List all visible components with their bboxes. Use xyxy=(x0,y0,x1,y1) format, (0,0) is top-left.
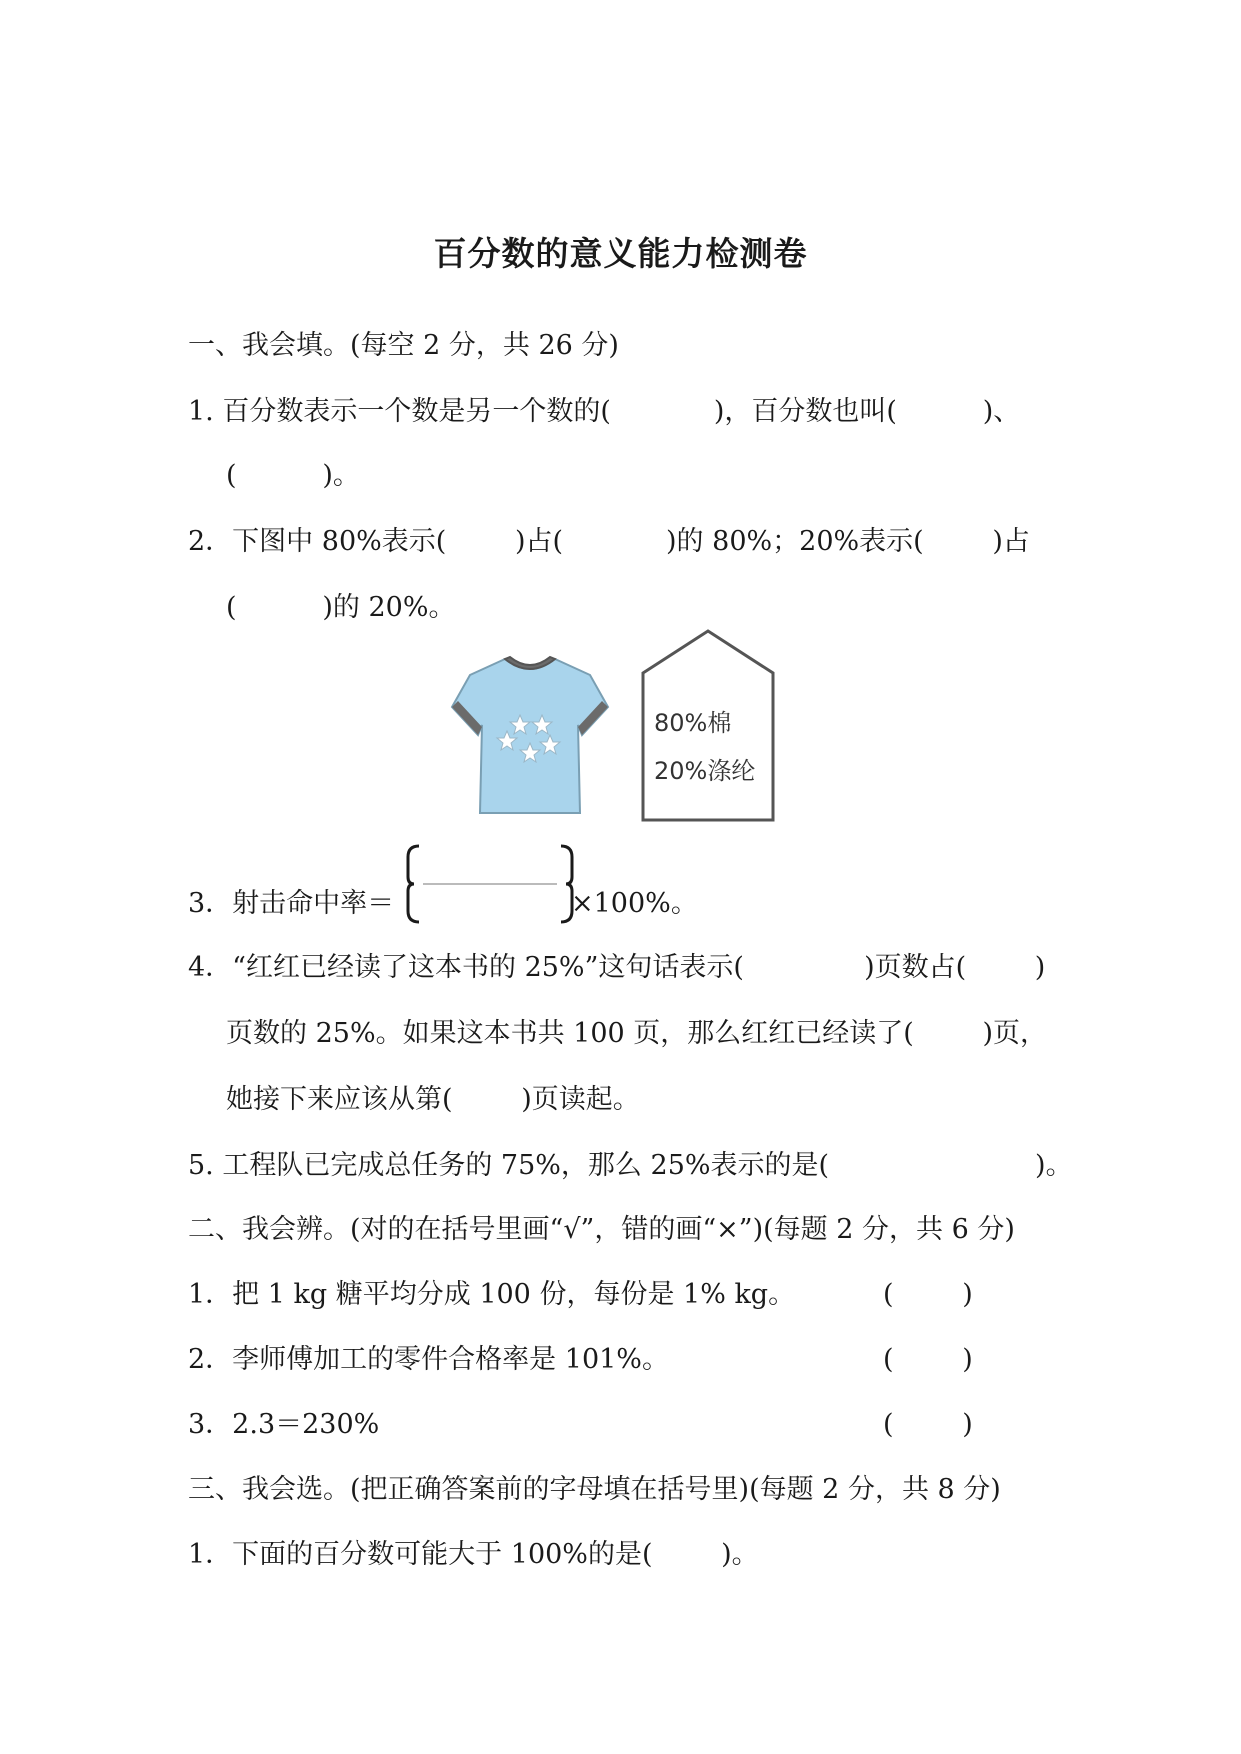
judge-item-2-paren: ( ) xyxy=(883,1344,973,1375)
tshirt-body xyxy=(452,659,608,813)
judge-item-3: 3．2.3＝230% xyxy=(188,1409,380,1440)
fraction-box xyxy=(405,843,575,925)
q3-suffix: ×100%。 xyxy=(571,888,698,919)
fabric-tag xyxy=(640,628,776,824)
tag-polyester-text: 20%涤纶 xyxy=(654,757,756,785)
judge-item-3-paren: ( ) xyxy=(883,1409,973,1440)
tag-cotton-text: 80%棉 xyxy=(654,709,732,737)
left-brace xyxy=(408,846,419,922)
section2-heading: 二、我会辨。(对的在括号里画“√”，错的画“×”)(每题 2 分，共 6 分) xyxy=(188,1214,1015,1245)
section1-heading: 一、我会填。(每空 2 分，共 26 分) xyxy=(188,330,619,361)
q1-line2: ( )。 xyxy=(226,460,360,491)
judge-item-1: 1．把 1 kg 糖平均分成 100 份，每份是 1% kg。 xyxy=(188,1279,796,1310)
q5: 5. 工程队已完成总任务的 75%，那么 25%表示的是( )。 xyxy=(188,1150,1073,1181)
q4-line1: 4．“红红已经读了这本书的 25%”这句话表示( )页数占( ) xyxy=(188,952,1046,983)
q4-line2: 页数的 25%。如果这本书共 100 页，那么红红已经读了( )页， xyxy=(226,1018,1048,1049)
judge-item-1-paren: ( ) xyxy=(883,1279,973,1310)
q2-line2: ( )的 20%。 xyxy=(226,592,456,623)
q1-line1: 1. 百分数表示一个数是另一个数的( )，百分数也叫( )、 xyxy=(188,396,1021,427)
judge-item-2: 2．李师傅加工的零件合格率是 101%。 xyxy=(188,1344,669,1375)
section3-heading: 三、我会选。(把正确答案前的字母填在括号里)(每题 2 分，共 8 分) xyxy=(188,1474,1001,1505)
q4-line3: 她接下来应该从第( )页读起。 xyxy=(226,1084,640,1115)
tshirt-image xyxy=(450,655,610,817)
choice-q1: 1．下面的百分数可能大于 100%的是( )。 xyxy=(188,1539,759,1570)
page-title: 百分数的意义能力检测卷 xyxy=(433,234,808,273)
q2-line1: 2．下图中 80%表示( )占( )的 80%；20%表示( )占 xyxy=(188,526,1030,557)
q3-label: 3．射击命中率＝ xyxy=(188,888,395,919)
